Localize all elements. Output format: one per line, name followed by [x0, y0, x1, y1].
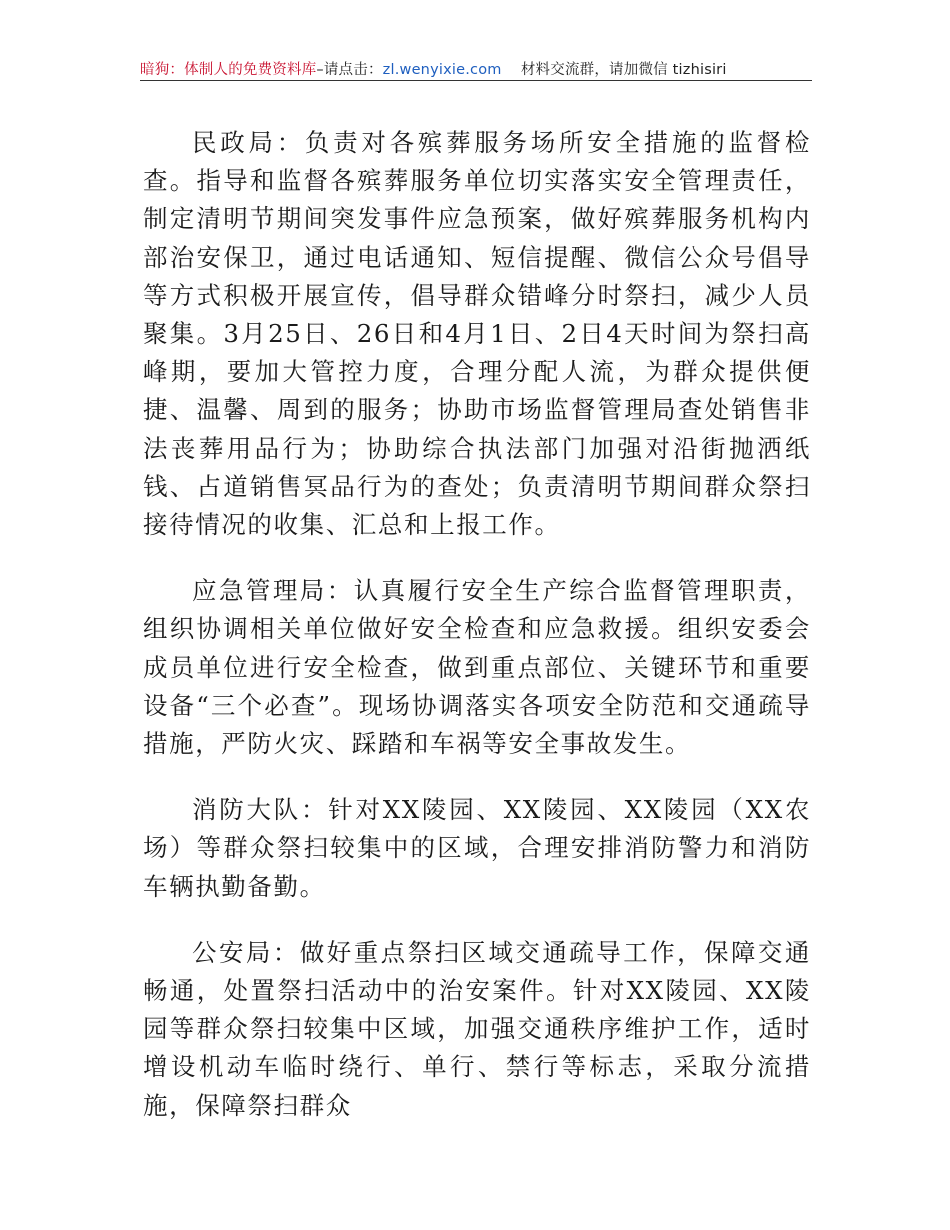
header-contact: 材料交流群，请加微信 tizhisiri	[520, 62, 727, 78]
page-header	[140, 58, 810, 82]
header-divider	[140, 80, 812, 81]
header-brand: 暗狗：体制人的免费资料库	[140, 62, 317, 78]
paragraph-civil-affairs: 民政局：负责对各殡葬服务场所安全措施的监督检查。指导和监督各殡葬服务单位切实落实安全管理责任，制定清明节期间突发事件应急预案，做好殡葬服务机构内部治安保卫，通过电话通知、短信提醒、微信公众号倡导等方式积极开展宣传，倡导群众错峰分时祭扫，减少人员聚集。3月25日、26日和4月1日、2日4天时间为祭扫高峰期，要加大管控力度，合理分配人流，为群众提供便捷、温馨、周到的服务；协助市场监督管理局查处销售非法丧葬用品行为；协助综合执法部门加强对沿街抛洒纸钱、占道销售冥品行为的查处；负责清明节期间群众祭扫接待情况的收集、汇总和上报工作。	[143, 128, 811, 540]
header-prompt: –请点击：	[316, 62, 383, 78]
document-body	[143, 124, 811, 1153]
paragraph-public-security: 公安局：做好重点祭扫区域交通疏导工作，保障交通畅通，处置祭扫活动中的治安案件。针对XX陵园、XX陵园等群众祭扫较集中区域，加强交通秩序维护工作，适时增设机动车临时绕行、单行、禁行等标志，采取分流措施，保障祭扫群众	[143, 937, 811, 1120]
paragraph-fire-brigade: 消防大队：针对XX陵园、XX陵园、XX陵园（XX农场）等群众祭扫较集中的区域，合理安排消防警力和消防车辆执勤备勤。	[143, 795, 811, 901]
paragraph-emergency-management: 应急管理局：认真履行安全生产综合监督管理职责，组织协调相关单位做好安全检查和应急救援。组织安委会成员单位进行安全检查，做到重点部位、关键环节和重要设备“三个必查”。现场协调落实各项安全防范和交通疏导措施，严防火灾、踩踏和车祸等安全事故发生。	[143, 576, 811, 759]
header-link[interactable]: zl.wenyixie.com	[382, 62, 502, 78]
